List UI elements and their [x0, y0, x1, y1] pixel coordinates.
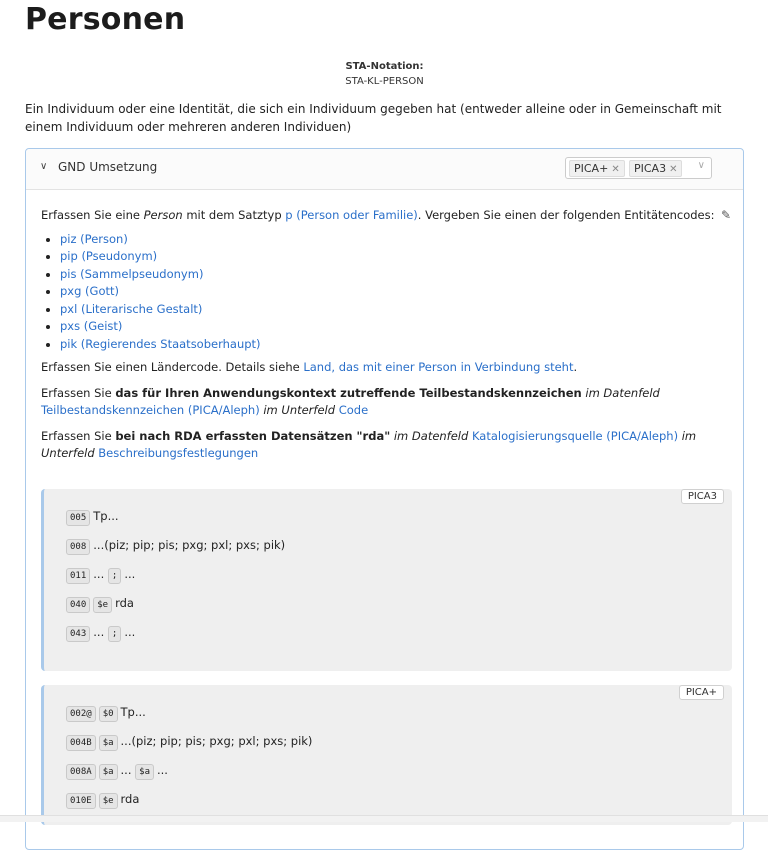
field-value: ...: [93, 625, 105, 639]
field-tag: 008A: [66, 764, 96, 780]
link-katalogisierung[interactable]: Katalogisierungsquelle (PICA/Aleph): [471, 428, 679, 443]
list-item[interactable]: [60, 318, 731, 336]
subfield-tag: $a: [99, 764, 118, 780]
field-tag: 010E: [66, 793, 96, 809]
subfield-tag: $e: [99, 793, 118, 809]
tag-label: PICA3: [634, 162, 667, 175]
text: Erfassen Sie: [41, 428, 116, 443]
tag-picaplus[interactable]: [569, 160, 625, 177]
text-italic: Person: [143, 208, 183, 222]
text-italic: im Datenfeld: [581, 385, 660, 400]
list-item[interactable]: [60, 283, 731, 301]
field-tag: 043: [66, 626, 90, 642]
field-value: Tp...: [93, 509, 119, 523]
code-line: [66, 763, 168, 780]
field-tag: 002@: [66, 706, 96, 722]
subfield-tag: $e: [93, 597, 112, 613]
field-value: ...(piz; pip; pis; pxg; pxl; pxs; pik): [120, 734, 313, 748]
text: mit dem Satztyp: [182, 208, 286, 222]
code-line: [66, 538, 285, 555]
code-link[interactable]: pxl (Literarische Gestalt): [60, 301, 203, 316]
field-tag: 008: [66, 539, 90, 555]
text-italic: im Unterfeld: [259, 403, 339, 417]
field-value: Tp...: [120, 705, 146, 719]
code-link[interactable]: piz (Person): [60, 231, 128, 246]
close-icon[interactable]: ✕: [669, 164, 678, 175]
chevron-down-icon[interactable]: ∨: [40, 161, 48, 172]
paragraph-laendercode: [41, 359, 731, 377]
text: Erfassen Sie einen Ländercode. Details siehe: [41, 360, 304, 374]
subfield-tag: ;: [108, 626, 121, 642]
link-teilbestand[interactable]: Teilbestandskennzeichen (PICA/Aleph): [41, 403, 260, 417]
paragraph-rda: [41, 428, 731, 463]
list-item[interactable]: [60, 336, 731, 354]
sta-notation: [25, 60, 744, 90]
text: . Vergeben Sie einen der folgenden Entitätencodes:: [417, 208, 715, 222]
tag-label: PICA+: [574, 162, 609, 175]
chevron-down-icon[interactable]: ∨: [697, 160, 705, 171]
field-value: ...: [124, 567, 136, 581]
field-tag: 040: [66, 597, 90, 613]
list-item[interactable]: [60, 231, 731, 249]
code-line: [66, 792, 139, 809]
close-icon[interactable]: ✕: [611, 164, 620, 175]
subfield-tag: $a: [135, 764, 154, 780]
code-line: [66, 596, 134, 613]
field-value: rda: [115, 596, 134, 610]
field-tag: 011: [66, 568, 90, 584]
field-value: ...(piz; pip; pis; pxg; pxl; pxs; pik): [93, 538, 286, 552]
field-value: ...: [124, 625, 136, 639]
field-value: ...: [157, 763, 168, 777]
list-item[interactable]: [60, 248, 731, 266]
gnd-panel: [25, 148, 744, 850]
text-italic: im Datenfeld: [390, 428, 472, 443]
text: .: [573, 360, 578, 374]
field-value: rda: [120, 792, 140, 806]
tag-pica3[interactable]: [629, 160, 682, 177]
picaplus-badge: PICA+: [679, 685, 724, 700]
code-link[interactable]: pxg (Gott): [60, 284, 119, 298]
text-bold: das für Ihren Anwendungskontext zutreffende Teilbestandskennzeichen: [115, 385, 582, 400]
format-select[interactable]: [565, 157, 712, 179]
field-tag: 005: [66, 510, 90, 526]
subfield-tag: $a: [99, 735, 118, 751]
link-satztyp[interactable]: p (Person oder Familie): [285, 208, 418, 222]
intro-text: Ein Individuum oder eine Identität, die sich ein Individuum gegeben hat (entweder alleine oder in Gemeinschaft mit einem Individuum oder mehreren anderen Individuen): [25, 102, 722, 134]
text: Erfassen Sie eine: [41, 208, 144, 222]
list-item[interactable]: [60, 266, 731, 284]
code-link[interactable]: pik (Regierendes Staatsoberhaupt): [60, 336, 261, 351]
code-link[interactable]: pxs (Geist): [60, 319, 123, 333]
code-line: [66, 509, 119, 526]
pica3-badge: PICA3: [681, 489, 724, 504]
pica3-code-block: [41, 489, 732, 671]
link-land[interactable]: Land, das mit einer Person in Verbindung steht: [303, 360, 574, 374]
code-link[interactable]: pis (Sammelpseudonym): [60, 266, 204, 281]
list-item[interactable]: [60, 301, 731, 319]
code-line: [66, 734, 312, 751]
entity-code-list: [41, 231, 731, 354]
text-italic: im Unterfeld: [41, 428, 697, 460]
code-link[interactable]: pip (Pseudonym): [60, 249, 158, 263]
page-title: Personen: [25, 2, 186, 37]
link-code[interactable]: Code: [338, 403, 369, 417]
paragraph-entity: [41, 207, 731, 225]
field-value: ...: [93, 567, 105, 581]
panel-title: GND Umsetzung: [58, 160, 158, 174]
subfield-tag: ;: [108, 568, 121, 584]
field-value: ...: [120, 763, 132, 777]
paragraph-teilbestand: [41, 385, 731, 420]
subfield-tag: $0: [99, 706, 118, 722]
link-beschreibung[interactable]: Beschreibungsfestlegungen: [98, 446, 259, 460]
panel-body: [41, 207, 731, 463]
sta-label: STA-Notation:: [345, 61, 424, 72]
code-line: [66, 567, 135, 584]
pencil-icon[interactable]: ✎: [720, 208, 731, 222]
field-tag: 004B: [66, 735, 96, 751]
picaplus-code-block: [41, 685, 732, 825]
sta-value: STA-KL-PERSON: [345, 76, 424, 87]
text-bold: bei nach RDA erfassten Datensätzen "rda": [115, 428, 391, 443]
code-line: [66, 625, 135, 642]
code-line: [66, 705, 146, 722]
text: Erfassen Sie: [41, 385, 116, 400]
panel-header[interactable]: [26, 149, 743, 190]
